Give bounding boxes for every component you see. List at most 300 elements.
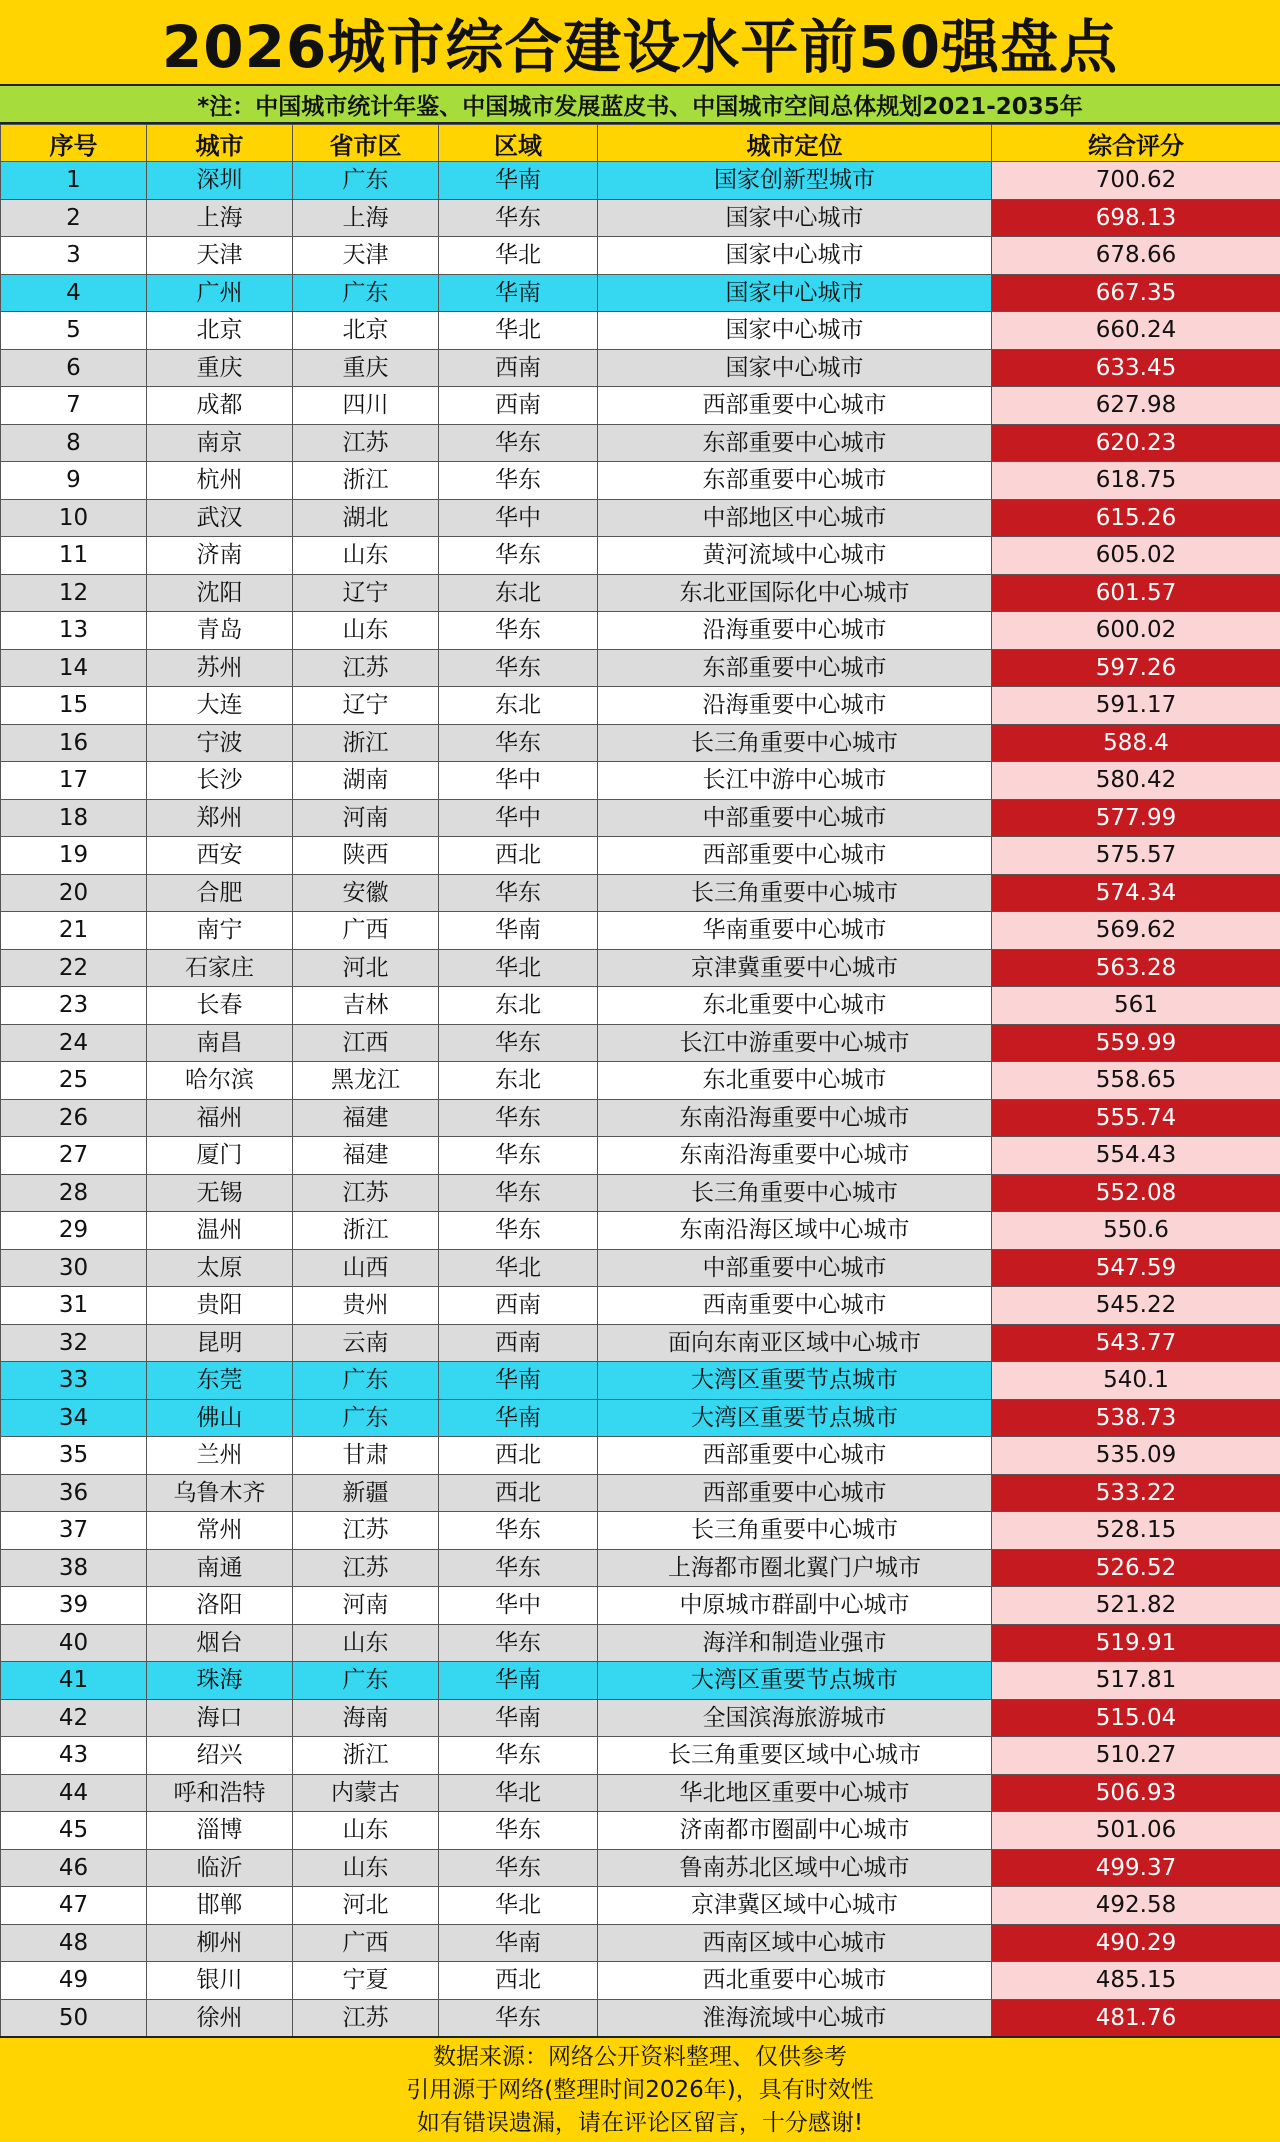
header-city: 城市 — [147, 125, 293, 162]
cell-score: 554.43 — [992, 1137, 1280, 1175]
cell-positioning: 长三角重要中心城市 — [598, 1174, 992, 1212]
table-row — [1, 687, 1280, 725]
table-row — [1, 1362, 1280, 1400]
cell-rank: 46 — [1, 1849, 147, 1887]
cell-score: 620.23 — [992, 424, 1280, 462]
cell-province: 广西 — [293, 912, 439, 950]
cell-positioning: 大湾区重要节点城市 — [598, 1662, 992, 1700]
cell-region: 华东 — [439, 874, 598, 912]
table-row — [1, 237, 1280, 275]
table-row — [1, 1887, 1280, 1925]
cell-region: 华南 — [439, 912, 598, 950]
cell-province: 浙江 — [293, 724, 439, 762]
cell-rank: 43 — [1, 1737, 147, 1775]
cell-score: 521.82 — [992, 1587, 1280, 1625]
table-row — [1, 1399, 1280, 1437]
cell-province: 河南 — [293, 1587, 439, 1625]
cell-positioning: 中部重要中心城市 — [598, 799, 992, 837]
cell-rank: 16 — [1, 724, 147, 762]
cell-rank: 25 — [1, 1062, 147, 1100]
cell-city: 柳州 — [147, 1924, 293, 1962]
cell-province: 云南 — [293, 1324, 439, 1362]
cell-score: 559.99 — [992, 1024, 1280, 1062]
cell-score: 550.6 — [992, 1212, 1280, 1250]
cell-score: 667.35 — [992, 274, 1280, 312]
cell-score: 633.45 — [992, 349, 1280, 387]
cell-province: 新疆 — [293, 1474, 439, 1512]
cell-province: 重庆 — [293, 349, 439, 387]
cell-city: 武汉 — [147, 499, 293, 537]
cell-province: 浙江 — [293, 462, 439, 500]
cell-city: 佛山 — [147, 1399, 293, 1437]
cell-rank: 28 — [1, 1174, 147, 1212]
footer-line-time: 引用源于网络(整理时间2026年)，具有时效性 — [406, 2076, 874, 2103]
cell-positioning: 长江中游中心城市 — [598, 762, 992, 800]
cell-rank: 15 — [1, 687, 147, 725]
cell-positioning: 华南重要中心城市 — [598, 912, 992, 950]
table-row — [1, 1699, 1280, 1737]
cell-positioning: 东北重要中心城市 — [598, 987, 992, 1025]
cell-region: 华北 — [439, 1249, 598, 1287]
cell-region: 东北 — [439, 1062, 598, 1100]
table-row — [1, 1812, 1280, 1850]
cell-city: 温州 — [147, 1212, 293, 1250]
cell-rank: 39 — [1, 1587, 147, 1625]
cell-region: 华东 — [439, 612, 598, 650]
cell-score: 627.98 — [992, 387, 1280, 425]
table-row — [1, 762, 1280, 800]
cell-region: 华东 — [439, 424, 598, 462]
cell-score: 485.15 — [992, 1962, 1280, 2000]
cell-city: 宁波 — [147, 724, 293, 762]
cell-region: 华东 — [439, 1624, 598, 1662]
cell-score: 615.26 — [992, 499, 1280, 537]
table-row — [1, 1737, 1280, 1775]
cell-city: 贵阳 — [147, 1287, 293, 1325]
cell-positioning: 沿海重要中心城市 — [598, 687, 992, 725]
cell-region: 华东 — [439, 1549, 598, 1587]
cell-region: 华东 — [439, 462, 598, 500]
cell-region: 华中 — [439, 499, 598, 537]
cell-city: 呼和浩特 — [147, 1774, 293, 1812]
cell-city: 东莞 — [147, 1362, 293, 1400]
cell-score: 533.22 — [992, 1474, 1280, 1512]
table-row — [1, 424, 1280, 462]
cell-rank: 30 — [1, 1249, 147, 1287]
cell-region: 华中 — [439, 799, 598, 837]
cell-positioning: 东部重要中心城市 — [598, 462, 992, 500]
cell-city: 深圳 — [147, 162, 293, 200]
table-row — [1, 499, 1280, 537]
cell-rank: 24 — [1, 1024, 147, 1062]
cell-province: 海南 — [293, 1699, 439, 1737]
cell-score: 540.1 — [992, 1362, 1280, 1400]
cell-rank: 44 — [1, 1774, 147, 1812]
cell-rank: 22 — [1, 949, 147, 987]
cell-region: 西北 — [439, 837, 598, 875]
cell-province: 山西 — [293, 1249, 439, 1287]
cell-region: 华南 — [439, 1924, 598, 1962]
cell-province: 福建 — [293, 1137, 439, 1175]
cell-rank: 48 — [1, 1924, 147, 1962]
table-row — [1, 462, 1280, 500]
cell-province: 上海 — [293, 199, 439, 237]
cell-positioning: 长三角重要区域中心城市 — [598, 1737, 992, 1775]
cell-rank: 5 — [1, 312, 147, 350]
cell-city: 厦门 — [147, 1137, 293, 1175]
cell-region: 华东 — [439, 649, 598, 687]
cell-score: 506.93 — [992, 1774, 1280, 1812]
cell-province: 内蒙古 — [293, 1774, 439, 1812]
cell-score: 538.73 — [992, 1399, 1280, 1437]
cell-positioning: 济南都市圈副中心城市 — [598, 1812, 992, 1850]
cell-city: 绍兴 — [147, 1737, 293, 1775]
footer-line-source: 数据来源：网络公开资料整理、仅供参考 — [433, 2043, 847, 2070]
cell-city: 大连 — [147, 687, 293, 725]
cell-city: 成都 — [147, 387, 293, 425]
cell-region: 华北 — [439, 237, 598, 275]
cell-region: 华南 — [439, 1662, 598, 1700]
cell-region: 东北 — [439, 987, 598, 1025]
cell-score: 492.58 — [992, 1887, 1280, 1925]
table-row — [1, 1774, 1280, 1812]
cell-score: 545.22 — [992, 1287, 1280, 1325]
cell-region: 西南 — [439, 1324, 598, 1362]
footer — [0, 2036, 1280, 2142]
cell-positioning: 东部重要中心城市 — [598, 424, 992, 462]
cell-positioning: 沿海重要中心城市 — [598, 612, 992, 650]
cell-province: 宁夏 — [293, 1962, 439, 2000]
cell-region: 华东 — [439, 1099, 598, 1137]
cell-city: 昆明 — [147, 1324, 293, 1362]
cell-score: 558.65 — [992, 1062, 1280, 1100]
cell-rank: 2 — [1, 199, 147, 237]
cell-province: 吉林 — [293, 987, 439, 1025]
header-rank: 序号 — [1, 125, 147, 162]
cell-positioning: 西南区域中心城市 — [598, 1924, 992, 1962]
cell-positioning: 西部重要中心城市 — [598, 1437, 992, 1475]
source-note: *注：中国城市统计年鉴、中国城市发展蓝皮书、中国城市空间总体规划2021-2035年 — [0, 86, 1280, 124]
cell-score: 588.4 — [992, 724, 1280, 762]
cell-province: 河北 — [293, 949, 439, 987]
cell-score: 597.26 — [992, 649, 1280, 687]
cell-city: 常州 — [147, 1512, 293, 1550]
cell-city: 重庆 — [147, 349, 293, 387]
cell-rank: 41 — [1, 1662, 147, 1700]
table-row — [1, 1174, 1280, 1212]
cell-positioning: 淮海流域中心城市 — [598, 1999, 992, 2037]
cell-rank: 14 — [1, 649, 147, 687]
cell-positioning: 西部重要中心城市 — [598, 837, 992, 875]
cell-score: 543.77 — [992, 1324, 1280, 1362]
cell-rank: 27 — [1, 1137, 147, 1175]
table-row — [1, 799, 1280, 837]
cell-rank: 9 — [1, 462, 147, 500]
table-row — [1, 1624, 1280, 1662]
table-row — [1, 1549, 1280, 1587]
cell-city: 兰州 — [147, 1437, 293, 1475]
cell-rank: 37 — [1, 1512, 147, 1550]
cell-province: 江苏 — [293, 1512, 439, 1550]
cell-province: 广东 — [293, 1662, 439, 1700]
cell-score: 528.15 — [992, 1512, 1280, 1550]
cell-positioning: 大湾区重要节点城市 — [598, 1362, 992, 1400]
table-row — [1, 312, 1280, 350]
cell-region: 西北 — [439, 1437, 598, 1475]
cell-rank: 4 — [1, 274, 147, 312]
cell-province: 河北 — [293, 1887, 439, 1925]
table-row — [1, 1512, 1280, 1550]
table-row — [1, 837, 1280, 875]
cell-city: 北京 — [147, 312, 293, 350]
cell-rank: 19 — [1, 837, 147, 875]
cell-city: 长沙 — [147, 762, 293, 800]
cell-province: 江苏 — [293, 1174, 439, 1212]
cell-city: 邯郸 — [147, 1887, 293, 1925]
cell-region: 华北 — [439, 312, 598, 350]
cell-region: 西北 — [439, 1474, 598, 1512]
cell-province: 山东 — [293, 1812, 439, 1850]
cell-province: 福建 — [293, 1099, 439, 1137]
cell-city: 长春 — [147, 987, 293, 1025]
cell-region: 西南 — [439, 349, 598, 387]
cell-city: 南宁 — [147, 912, 293, 950]
cell-region: 华东 — [439, 1999, 598, 2037]
cell-region: 华东 — [439, 1174, 598, 1212]
cell-province: 山东 — [293, 537, 439, 575]
cell-city: 临沂 — [147, 1849, 293, 1887]
cell-city: 苏州 — [147, 649, 293, 687]
cell-city: 福州 — [147, 1099, 293, 1137]
cell-province: 四川 — [293, 387, 439, 425]
cell-city: 南通 — [147, 1549, 293, 1587]
cell-positioning: 长三角重要中心城市 — [598, 874, 992, 912]
cell-region: 东北 — [439, 687, 598, 725]
cell-rank: 11 — [1, 537, 147, 575]
cell-score: 618.75 — [992, 462, 1280, 500]
header-region: 区域 — [439, 125, 598, 162]
cell-province: 北京 — [293, 312, 439, 350]
cell-score: 499.37 — [992, 1849, 1280, 1887]
cell-province: 辽宁 — [293, 687, 439, 725]
cell-province: 江苏 — [293, 1549, 439, 1587]
cell-rank: 50 — [1, 1999, 147, 2037]
cell-city: 济南 — [147, 537, 293, 575]
cell-city: 乌鲁木齐 — [147, 1474, 293, 1512]
cell-positioning: 中原城市群副中心城市 — [598, 1587, 992, 1625]
cell-positioning: 东北亚国际化中心城市 — [598, 574, 992, 612]
cell-province: 广东 — [293, 162, 439, 200]
cell-region: 华东 — [439, 1212, 598, 1250]
cell-region: 华北 — [439, 1887, 598, 1925]
table-row — [1, 537, 1280, 575]
cell-positioning: 西北重要中心城市 — [598, 1962, 992, 2000]
table-row — [1, 1287, 1280, 1325]
cell-rank: 47 — [1, 1887, 147, 1925]
cell-score: 569.62 — [992, 912, 1280, 950]
footer-line-thanks: 如有错误遗漏，请在评论区留言，十分感谢! — [416, 2109, 864, 2136]
cell-city: 西安 — [147, 837, 293, 875]
cell-rank: 29 — [1, 1212, 147, 1250]
cell-region: 华东 — [439, 1737, 598, 1775]
cell-rank: 26 — [1, 1099, 147, 1137]
cell-positioning: 东南沿海区域中心城市 — [598, 1212, 992, 1250]
table-row — [1, 724, 1280, 762]
cell-city: 南昌 — [147, 1024, 293, 1062]
cell-rank: 3 — [1, 237, 147, 275]
table-row — [1, 1587, 1280, 1625]
cell-city: 洛阳 — [147, 1587, 293, 1625]
cell-region: 华南 — [439, 274, 598, 312]
cell-score: 526.52 — [992, 1549, 1280, 1587]
header-score: 综合评分 — [992, 125, 1280, 162]
table-row — [1, 649, 1280, 687]
cell-score: 510.27 — [992, 1737, 1280, 1775]
cell-province: 浙江 — [293, 1737, 439, 1775]
cell-score: 501.06 — [992, 1812, 1280, 1850]
cell-city: 淄博 — [147, 1812, 293, 1850]
cell-positioning: 东南沿海重要中心城市 — [598, 1137, 992, 1175]
cell-city: 太原 — [147, 1249, 293, 1287]
cell-positioning: 黄河流域中心城市 — [598, 537, 992, 575]
cell-score: 519.91 — [992, 1624, 1280, 1662]
table-row — [1, 199, 1280, 237]
cell-province: 山东 — [293, 1624, 439, 1662]
cell-rank: 10 — [1, 499, 147, 537]
cell-score: 555.74 — [992, 1099, 1280, 1137]
cell-positioning: 东部重要中心城市 — [598, 649, 992, 687]
cell-positioning: 上海都市圈北翼门户城市 — [598, 1549, 992, 1587]
cell-positioning: 中部地区中心城市 — [598, 499, 992, 537]
cell-region: 华中 — [439, 1587, 598, 1625]
table-body — [1, 162, 1280, 2037]
cell-score: 660.24 — [992, 312, 1280, 350]
table-row — [1, 1474, 1280, 1512]
table-row — [1, 1662, 1280, 1700]
cell-score: 575.57 — [992, 837, 1280, 875]
cell-score: 698.13 — [992, 199, 1280, 237]
cell-region: 华南 — [439, 1399, 598, 1437]
cell-city: 无锡 — [147, 1174, 293, 1212]
cell-province: 广东 — [293, 274, 439, 312]
cell-region: 华东 — [439, 1137, 598, 1175]
table-row — [1, 949, 1280, 987]
cell-region: 西南 — [439, 1287, 598, 1325]
cell-region: 华南 — [439, 1699, 598, 1737]
cell-rank: 45 — [1, 1812, 147, 1850]
cell-region: 华北 — [439, 1774, 598, 1812]
cell-region: 西南 — [439, 387, 598, 425]
cell-region: 华东 — [439, 1512, 598, 1550]
cell-positioning: 东北重要中心城市 — [598, 1062, 992, 1100]
table-row — [1, 1249, 1280, 1287]
table-row — [1, 1962, 1280, 2000]
cell-province: 广东 — [293, 1362, 439, 1400]
cell-positioning: 长三角重要中心城市 — [598, 1512, 992, 1550]
cell-rank: 6 — [1, 349, 147, 387]
cell-score: 700.62 — [992, 162, 1280, 200]
cell-rank: 20 — [1, 874, 147, 912]
cell-rank: 12 — [1, 574, 147, 612]
cell-city: 南京 — [147, 424, 293, 462]
cell-score: 552.08 — [992, 1174, 1280, 1212]
cell-score: 490.29 — [992, 1924, 1280, 1962]
cell-positioning: 长三角重要中心城市 — [598, 724, 992, 762]
table-row — [1, 1024, 1280, 1062]
cell-positioning: 京津冀重要中心城市 — [598, 949, 992, 987]
cell-province: 甘肃 — [293, 1437, 439, 1475]
cell-rank: 17 — [1, 762, 147, 800]
cell-province: 浙江 — [293, 1212, 439, 1250]
cell-region: 华南 — [439, 1362, 598, 1400]
table-row — [1, 1999, 1280, 2037]
cell-rank: 7 — [1, 387, 147, 425]
cell-positioning: 京津冀区域中心城市 — [598, 1887, 992, 1925]
cell-score: 580.42 — [992, 762, 1280, 800]
cell-province: 天津 — [293, 237, 439, 275]
table-row — [1, 1324, 1280, 1362]
cell-positioning: 面向东南亚区域中心城市 — [598, 1324, 992, 1362]
cell-score: 678.66 — [992, 237, 1280, 275]
cell-province: 黑龙江 — [293, 1062, 439, 1100]
table-row — [1, 1062, 1280, 1100]
cell-score: 605.02 — [992, 537, 1280, 575]
cell-region: 东北 — [439, 574, 598, 612]
table-row — [1, 1099, 1280, 1137]
cell-city: 合肥 — [147, 874, 293, 912]
table-row — [1, 274, 1280, 312]
cell-province: 河南 — [293, 799, 439, 837]
cell-rank: 38 — [1, 1549, 147, 1587]
cell-province: 江苏 — [293, 424, 439, 462]
cell-positioning: 国家中心城市 — [598, 199, 992, 237]
cell-positioning: 国家中心城市 — [598, 237, 992, 275]
cell-rank: 34 — [1, 1399, 147, 1437]
cell-province: 安徽 — [293, 874, 439, 912]
cell-positioning: 东南沿海重要中心城市 — [598, 1099, 992, 1137]
cell-positioning: 国家中心城市 — [598, 349, 992, 387]
cell-city: 杭州 — [147, 462, 293, 500]
cell-province: 湖北 — [293, 499, 439, 537]
cell-city: 郑州 — [147, 799, 293, 837]
cell-province: 山东 — [293, 1849, 439, 1887]
cell-rank: 8 — [1, 424, 147, 462]
table-row — [1, 1924, 1280, 1962]
cell-city: 石家庄 — [147, 949, 293, 987]
cell-city: 徐州 — [147, 1999, 293, 2037]
cell-positioning: 鲁南苏北区域中心城市 — [598, 1849, 992, 1887]
cell-rank: 18 — [1, 799, 147, 837]
cell-rank: 23 — [1, 987, 147, 1025]
cell-positioning: 国家中心城市 — [598, 312, 992, 350]
cell-province: 广东 — [293, 1399, 439, 1437]
cell-province: 辽宁 — [293, 574, 439, 612]
cell-province: 江西 — [293, 1024, 439, 1062]
cell-rank: 1 — [1, 162, 147, 200]
cell-city: 银川 — [147, 1962, 293, 2000]
table-row — [1, 912, 1280, 950]
cell-province: 贵州 — [293, 1287, 439, 1325]
cell-city: 烟台 — [147, 1624, 293, 1662]
page-title: 2026城市综合建设水平前50强盘点 — [0, 0, 1280, 86]
cell-region: 西北 — [439, 1962, 598, 2000]
cell-region: 华东 — [439, 724, 598, 762]
cell-score: 481.76 — [992, 1999, 1280, 2037]
cell-score: 574.34 — [992, 874, 1280, 912]
cell-positioning: 国家中心城市 — [598, 274, 992, 312]
cell-city: 哈尔滨 — [147, 1062, 293, 1100]
cell-score: 515.04 — [992, 1699, 1280, 1737]
